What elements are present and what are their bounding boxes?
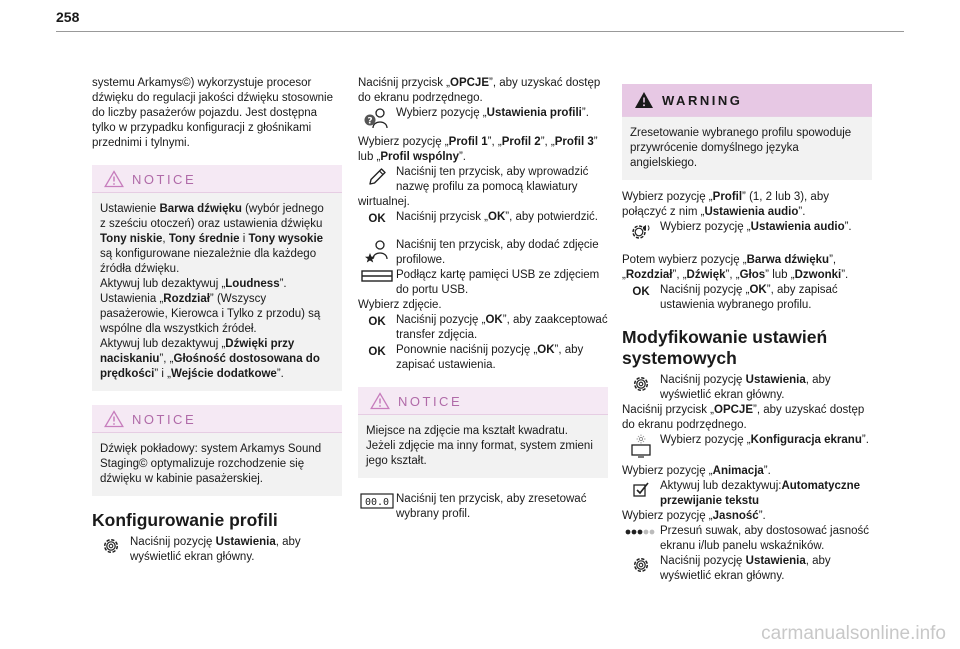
- text: Potem wybierz pozycję „: [622, 254, 747, 266]
- notice-box: [92, 405, 342, 496]
- instruction-text: Naciśnij ten przycisk, aby zresetować wybrany profil.: [396, 493, 587, 520]
- screen-brightness-icon: [629, 434, 653, 458]
- notice-title: NOTICE: [132, 172, 197, 187]
- usb-card-icon: [361, 269, 393, 283]
- instruction-text: [396, 343, 608, 373]
- bold-text: Profil: [712, 191, 743, 203]
- text: i: [239, 233, 249, 245]
- text: Naciśnij pozycję: [660, 555, 746, 567]
- text: ”.: [276, 368, 284, 380]
- icon-cell: [622, 479, 660, 498]
- column-3: [622, 84, 872, 584]
- icon-cell: [622, 283, 660, 300]
- text: ”, „: [540, 136, 555, 148]
- bold-text: Ustawienia profili: [486, 107, 582, 119]
- text: ”, aby potwierdzić.: [505, 211, 598, 223]
- warning-triangle-icon: [104, 410, 124, 428]
- bold-text: Ustawienia: [745, 374, 806, 386]
- instruction-text: [660, 373, 872, 403]
- notice-body: [92, 193, 342, 391]
- text: Wybierz pozycję „: [660, 221, 751, 233]
- slider-dots-icon: [625, 525, 657, 537]
- bold-text: Profil 1: [448, 136, 488, 148]
- icon-cell: [358, 492, 396, 509]
- notice-paragraph: [100, 202, 330, 277]
- svg-text:00.0: 00.0: [364, 497, 390, 508]
- instruction-text: Naciśnij ten przycisk, aby wprowadzić nazwę profilu za pomocą klawiatury: [396, 166, 589, 193]
- text: Naciśnij pozycję: [130, 536, 216, 548]
- icon-cell: [622, 220, 660, 243]
- ok-icon: OK: [368, 346, 386, 358]
- text: ”, aby zapisać ustawienia wybranego profilu.: [660, 284, 838, 311]
- text: Naciśnij pozycję „: [660, 284, 750, 296]
- text: Aktywuj lub dezaktywuj „: [100, 278, 226, 290]
- icon-cell: [92, 535, 130, 556]
- paragraph: [622, 253, 872, 283]
- section-heading: Konfigurowanie profili: [92, 510, 278, 530]
- text: ”.: [798, 206, 806, 218]
- page-number: 258: [56, 9, 80, 25]
- text: ” (Wszyscy pasażerowie, Kierowca i Tylko z przodu) są wspólne dla wszystkich źródeł.: [100, 293, 321, 335]
- bold-text: Dzwonki: [794, 269, 842, 281]
- intro-text: systemu Arkamys©) wykorzystuje procesor dźwięku do regulacji jakości dźwięku stosownie do liczby pasażerów pojazdu. Jest dostępna tylko w przypadku konfiguracji z głośnikami przednimi i tylnymi.: [92, 77, 333, 149]
- text: ”, „: [159, 353, 174, 365]
- text: Wybierz pozycję „: [396, 107, 487, 119]
- text: ” lub „: [358, 136, 598, 163]
- text: , aby wyświetlić ekran główny.: [660, 555, 831, 582]
- reset-counter-icon: [360, 493, 394, 509]
- text: ”, aby uzyskać dostęp do ekranu podrzędnego.: [358, 77, 601, 104]
- warning-triangle-icon: [634, 91, 654, 109]
- text: ”.: [279, 278, 287, 290]
- notice-paragraph: [100, 292, 330, 337]
- instruction-text: Naciśnij ten przycisk, aby dodać zdjęcie profilowe.: [396, 239, 599, 266]
- bold-text: Profil 3: [554, 136, 594, 148]
- paragraph: [358, 76, 608, 106]
- gear-icon: [631, 374, 651, 394]
- warning-box: [622, 84, 872, 180]
- instruction-row: [92, 535, 342, 565]
- text: ”.: [758, 510, 766, 522]
- text: Wybierz pozycję „: [622, 465, 713, 477]
- text: ”.: [844, 221, 852, 233]
- ok-icon: OK: [632, 286, 650, 298]
- instruction-text: [130, 535, 342, 565]
- icon-cell: [622, 554, 660, 575]
- text: (wybór jednego z sześciu otoczeń) oraz ustawienia dźwięku: [100, 203, 324, 230]
- bold-text: Ustawienia: [215, 536, 276, 548]
- bold-text: Profil 2: [501, 136, 541, 148]
- profile-question-icon: [363, 107, 391, 129]
- bold-text: Animacja: [712, 465, 764, 477]
- bold-text: Tony średnie: [168, 233, 240, 245]
- column-1: [92, 76, 342, 565]
- text: , aby wyświetlić ekran główny.: [660, 374, 831, 401]
- instruction-row: [358, 268, 608, 298]
- text: ”.: [861, 434, 869, 446]
- text: ”.: [458, 151, 466, 163]
- text: są konfigurowane niezależnie dla każdego źródła dźwięku.: [100, 248, 317, 275]
- icon-cell: [622, 433, 660, 458]
- text: ”, „: [672, 269, 687, 281]
- instruction-text: [660, 433, 872, 448]
- bold-text: Ustawienia audio: [704, 206, 799, 218]
- text: Naciśnij przycisk „: [358, 77, 451, 89]
- bold-text: Barwa dźwięku: [746, 254, 830, 266]
- text: ”, „: [622, 254, 837, 281]
- icon-cell: [622, 373, 660, 394]
- text: Aktywuj lub dezaktywuj „: [100, 338, 226, 350]
- checkbox-icon: [632, 480, 650, 498]
- paragraph: [622, 464, 872, 479]
- icon-cell: [358, 238, 396, 265]
- text: ”, aby uzyskać dostęp do ekranu podrzędnego.: [622, 404, 865, 431]
- notice-title: NOTICE: [398, 394, 463, 409]
- warning-triangle-icon: [104, 170, 124, 188]
- bold-text: OK: [749, 284, 767, 296]
- text: ”.: [581, 107, 589, 119]
- instruction-row: [358, 492, 608, 522]
- bold-text: Profil wspólny: [380, 151, 459, 163]
- audio-settings-icon: [629, 221, 653, 243]
- instruction-row: [622, 554, 872, 584]
- instruction-row: [622, 283, 872, 313]
- bold-text: Barwa dźwięku: [159, 203, 242, 215]
- svg-text:?: ?: [367, 116, 373, 127]
- bold-text: Rozdział: [163, 293, 210, 305]
- notice-title: NOTICE: [132, 412, 197, 427]
- instruction-text: Podłącz kartę pamięci USB ze zdjęciem do portu USB.: [396, 269, 600, 296]
- text: ”, aby zapisać ustawienia.: [396, 344, 584, 371]
- bold-text: OK: [537, 344, 555, 356]
- text: , aby wyświetlić ekran główny.: [130, 536, 301, 563]
- icon-cell: [358, 106, 396, 129]
- paragraph: Wybierz zdjęcie.: [358, 299, 442, 311]
- warning-title: WARNING: [662, 93, 743, 108]
- warning-text: Zresetowanie wybranego profilu spowoduje przywrócenie domyślnego języka angielskiego.: [630, 127, 852, 169]
- ok-icon: OK: [368, 316, 386, 328]
- bold-text: Głośność dostosowana do prędkości: [100, 353, 320, 380]
- bold-text: Wejście dodatkowe: [170, 368, 277, 380]
- icon-cell: [358, 268, 396, 283]
- instruction-row: [358, 343, 608, 373]
- text: Ustawienia „: [100, 293, 164, 305]
- instruction-row: [358, 106, 608, 129]
- text: Aktywuj lub dezaktywuj:: [660, 480, 782, 492]
- bold-text: Głos: [739, 269, 766, 281]
- bold-text: OPCJE: [714, 404, 754, 416]
- instruction-row: [622, 373, 872, 403]
- bold-text: OPCJE: [450, 77, 490, 89]
- paragraph: [622, 509, 872, 524]
- text: ” lub „: [765, 269, 795, 281]
- text: Naciśnij pozycję: [660, 374, 746, 386]
- section-heading: Modyfikowanie ustawień systemowych: [622, 327, 828, 368]
- bold-text: Dźwięk: [686, 269, 726, 281]
- notice-header: [92, 165, 342, 193]
- text: ”, „: [487, 136, 502, 148]
- instruction-row: [622, 220, 872, 243]
- ok-icon: OK: [368, 213, 386, 225]
- icon-cell: [358, 313, 396, 330]
- notice-header: [358, 387, 608, 415]
- pencil-icon: [366, 166, 388, 188]
- text: Wybierz pozycję „: [358, 136, 449, 148]
- instruction-row: [622, 433, 872, 458]
- bold-text: Konfiguracja ekranu: [750, 434, 862, 446]
- text: ”, aby zaakceptować transfer zdjęcia.: [396, 314, 608, 341]
- paragraph: [358, 135, 608, 165]
- paragraph: [622, 403, 872, 433]
- text: Naciśnij przycisk „: [396, 211, 489, 223]
- gear-icon: [101, 536, 121, 556]
- gear-icon: [631, 555, 651, 575]
- bold-text: Rozdział: [625, 269, 673, 281]
- notice-body: [358, 415, 608, 478]
- instruction-text: [396, 210, 608, 225]
- notice-paragraph: [100, 337, 330, 382]
- instruction-text: [660, 283, 872, 313]
- bold-text: OK: [485, 314, 503, 326]
- profile-star-icon: [364, 239, 390, 265]
- notice-body: [92, 433, 342, 496]
- column-2: [358, 76, 608, 522]
- icon-cell: [358, 343, 396, 360]
- icon-cell: [622, 524, 660, 537]
- warning-body: [622, 117, 872, 180]
- notice-text: Miejsce na zdjęcie ma kształt kwadratu. Jeżeli zdjęcie ma inny format, system zmieni jego kształt.: [366, 425, 593, 467]
- bold-text: Loudness: [225, 278, 280, 290]
- icon-cell: [358, 165, 396, 188]
- instruction-row: [358, 210, 608, 228]
- notice-header: [92, 405, 342, 433]
- warning-header: [622, 84, 872, 117]
- instruction-row: [622, 524, 872, 554]
- watermark: carmanualsonline.info: [761, 623, 946, 644]
- text: ”, „: [725, 269, 740, 281]
- text: Wybierz pozycję „: [660, 434, 751, 446]
- text: ”.: [841, 269, 849, 281]
- instruction-row: [358, 165, 608, 195]
- paragraph: wirtualnej.: [358, 196, 410, 208]
- icon-cell: [358, 210, 396, 227]
- text: Wybierz pozycję „: [622, 191, 713, 203]
- text: ” (1, 2 lub 3), aby połączyć z nim „: [622, 191, 829, 218]
- notice-text: Dźwięk pokładowy: system Arkamys Sound Staging© optymalizuje rozchodzenie się dźwięku w kabinie pasażerskiej.: [100, 443, 322, 485]
- bold-text: Tony niskie: [100, 233, 163, 245]
- instruction-text: Przesuń suwak, aby dostosować jasność ekranu i/lub panelu wskaźników.: [660, 525, 870, 552]
- text: Ponownie naciśnij pozycję „: [396, 344, 538, 356]
- instruction-text: [396, 106, 608, 121]
- bold-text: OK: [488, 211, 506, 223]
- instruction-row: [358, 238, 608, 268]
- notice-box: [92, 165, 342, 391]
- text: Naciśnij pozycję „: [396, 314, 486, 326]
- text: ”.: [763, 465, 771, 477]
- instruction-text: [660, 554, 872, 584]
- instruction-row: [622, 479, 872, 509]
- text: Wybierz pozycję „: [622, 510, 713, 522]
- header-rule: [56, 31, 904, 32]
- text: Naciśnij przycisk „: [622, 404, 715, 416]
- bold-text: Ustawienia audio: [750, 221, 845, 233]
- instruction-text: [396, 313, 608, 343]
- instruction-row: [358, 313, 608, 343]
- bold-text: Ustawienia: [745, 555, 806, 567]
- text: ” i „: [154, 368, 171, 380]
- paragraph: [622, 190, 872, 220]
- text: ,: [162, 233, 169, 245]
- warning-triangle-icon: [370, 392, 390, 410]
- text: Ustawienie: [100, 203, 160, 215]
- bold-text: Jasność: [712, 510, 759, 522]
- bold-text: Automatyczne przewijanie tekstu: [660, 480, 861, 507]
- notice-paragraph: [100, 277, 330, 292]
- notice-box: [358, 387, 608, 478]
- bold-text: Dźwięki przy naciskaniu: [100, 338, 295, 365]
- bold-text: Tony wysokie: [248, 233, 324, 245]
- instruction-text: [660, 220, 872, 235]
- instruction-text: [660, 479, 872, 509]
